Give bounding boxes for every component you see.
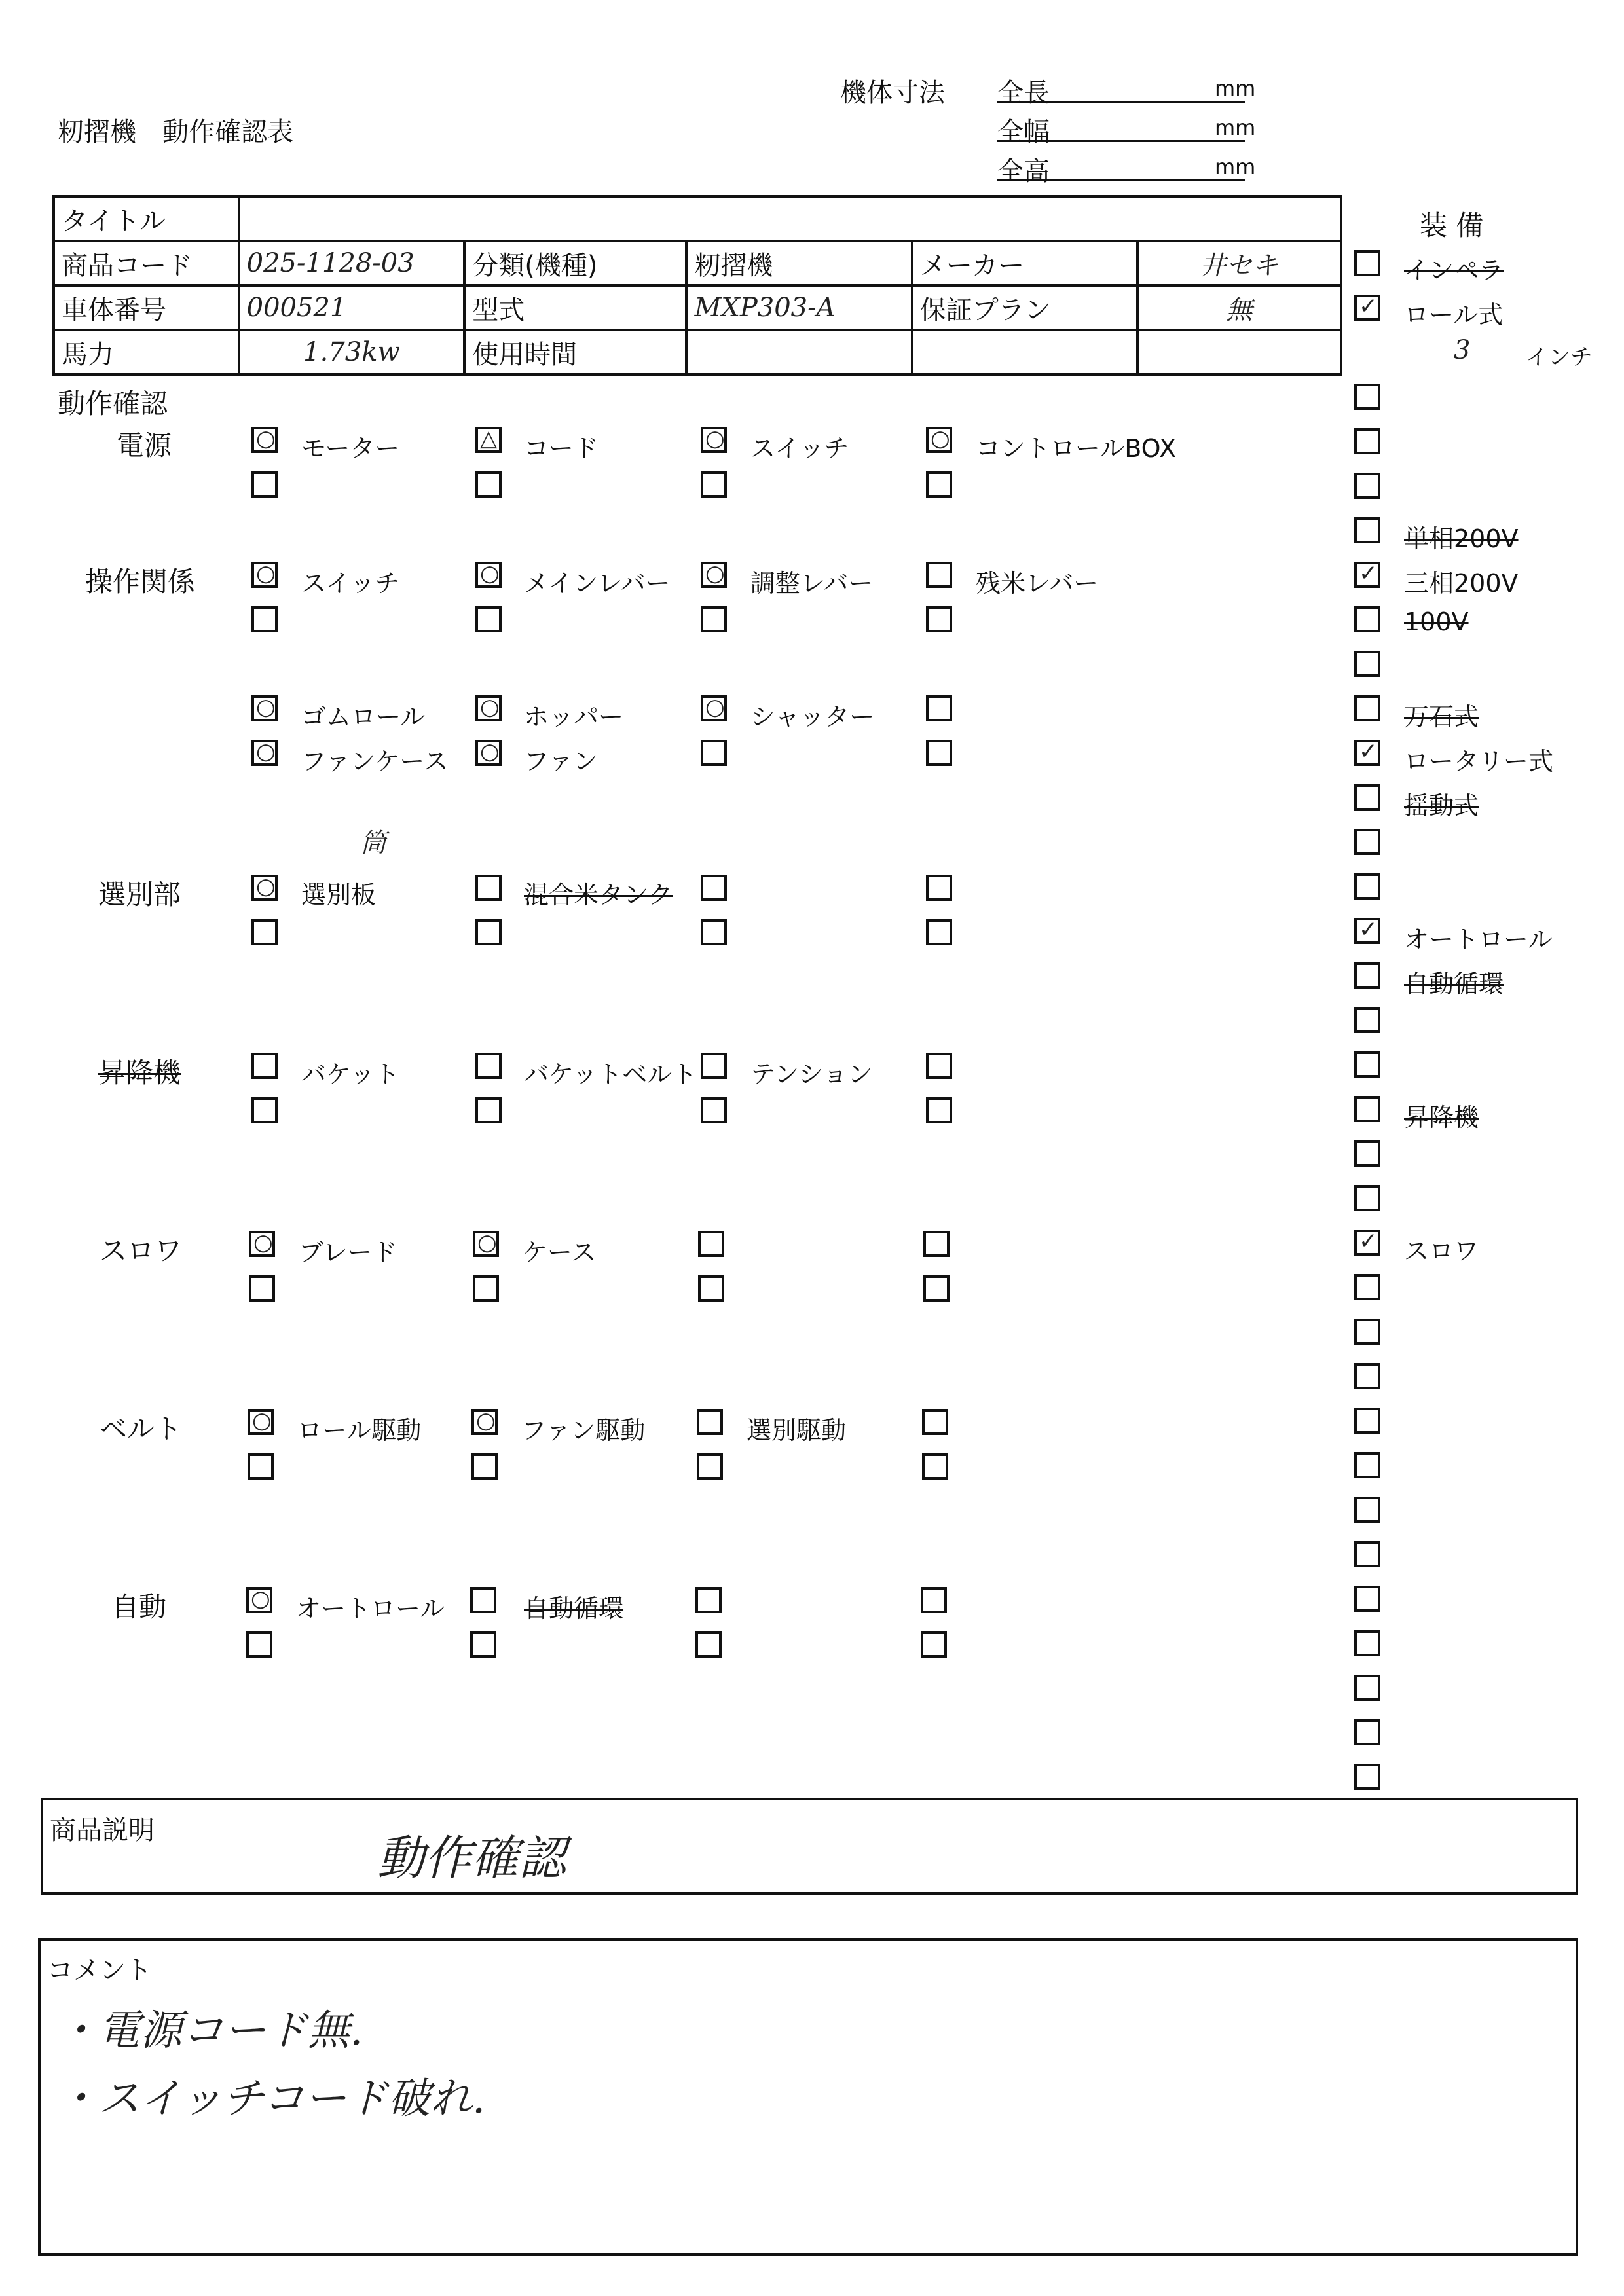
- checkbox-adjust-lever[interactable]: [701, 562, 727, 588]
- equip-inch-value: 3: [1454, 335, 1471, 365]
- equip-label-elevator: 昇降機: [1404, 1103, 1479, 1132]
- circle-mark-icon: ○: [256, 694, 276, 720]
- dim-width-label: 全幅: [997, 117, 1050, 147]
- checkbox-mixed-rice-tank[interactable]: [475, 875, 502, 901]
- info-table: [52, 195, 1342, 376]
- equip-checkbox-empty[interactable]: [1354, 1007, 1380, 1033]
- equip-checkbox-empty[interactable]: [1354, 1675, 1380, 1701]
- label-adjust-lever: 調整レバー: [750, 569, 874, 598]
- hours-value[interactable]: [686, 330, 912, 374]
- comment-label: コメント: [47, 1956, 152, 1986]
- equip-checkbox-empty[interactable]: [1354, 1541, 1380, 1567]
- description-text: 動作確認: [377, 1831, 566, 1886]
- checkbox-empty[interactable]: [922, 1453, 948, 1480]
- checkbox-empty[interactable]: [249, 1275, 275, 1302]
- checkbox-empty[interactable]: [475, 1097, 502, 1123]
- label-sorting-drive: 選別駆動: [747, 1416, 847, 1445]
- checkbox-residual-lever[interactable]: [926, 562, 952, 588]
- checkbox-sorting-drive[interactable]: [697, 1409, 723, 1435]
- checkbox-empty[interactable]: [701, 1097, 727, 1123]
- maker-value[interactable]: 井セキ: [1137, 241, 1341, 285]
- equip-checkbox-empty[interactable]: [1354, 1051, 1380, 1078]
- equip-label-mangoku: 万石式: [1404, 702, 1479, 731]
- circle-mark-icon: ○: [476, 1408, 496, 1434]
- equip-checkbox-roll-type[interactable]: [1354, 295, 1380, 321]
- equip-checkbox-thrower[interactable]: [1354, 1230, 1380, 1256]
- label-switch: スイッチ: [750, 434, 849, 463]
- equip-label-100v: 100V: [1404, 608, 1469, 636]
- equip-label-auto-circulation: 自動循環: [1404, 970, 1504, 998]
- equip-checkbox-oscillating[interactable]: [1354, 784, 1380, 811]
- equip-checkbox-impeller[interactable]: [1354, 250, 1380, 276]
- checkbox-empty[interactable]: [251, 471, 278, 498]
- checkbox-empty[interactable]: [475, 919, 502, 945]
- checkbox-empty[interactable]: [926, 471, 952, 498]
- equip-checkbox-100v[interactable]: [1354, 606, 1380, 632]
- check-mark-icon: ✓: [1359, 917, 1378, 943]
- circle-mark-icon: ○: [477, 1230, 497, 1256]
- checkbox-empty[interactable]: [926, 919, 952, 945]
- equip-checkbox-rotary[interactable]: [1354, 740, 1380, 766]
- warranty-value[interactable]: 無: [1137, 285, 1341, 330]
- dim-width-line: [997, 140, 1245, 142]
- equip-checkbox-empty[interactable]: [1354, 1452, 1380, 1478]
- checkbox-empty[interactable]: [926, 695, 952, 721]
- label-tension: テンション: [750, 1060, 873, 1089]
- model-label: 型式: [464, 285, 686, 330]
- maker-label: メーカー: [912, 241, 1137, 285]
- title-label: タイトル: [54, 196, 239, 241]
- label-case: ケース: [523, 1238, 597, 1267]
- circle-mark-icon: ○: [931, 426, 950, 452]
- equip-checkbox-empty[interactable]: [1354, 651, 1380, 677]
- dim-height-unit: mm: [1215, 155, 1256, 179]
- checkbox-empty[interactable]: [923, 1231, 950, 1257]
- dim-width-unit: mm: [1215, 115, 1256, 140]
- checkbox-empty[interactable]: [921, 1631, 947, 1658]
- label-blade: ブレード: [299, 1238, 397, 1267]
- equip-checkbox-auto-roll[interactable]: [1354, 918, 1380, 944]
- equip-checkbox-empty[interactable]: [1354, 1363, 1380, 1389]
- checkbox-auto-roll[interactable]: [246, 1587, 272, 1613]
- checkbox-empty[interactable]: [475, 471, 502, 498]
- hours-label: 使用時間: [464, 330, 686, 374]
- checkbox-empty[interactable]: [470, 1631, 496, 1658]
- check-mark-icon: ✓: [1359, 738, 1378, 765]
- circle-mark-icon: ○: [256, 560, 276, 587]
- label-auto-roll: オートロール: [296, 1594, 445, 1623]
- label-shutter: シャッター: [750, 702, 875, 731]
- description-panel[interactable]: [41, 1798, 1578, 1895]
- sorting-handwritten-note: 筒: [360, 828, 386, 858]
- checkbox-shutter[interactable]: [701, 695, 727, 721]
- equip-label-single-phase: 単相200V: [1404, 524, 1519, 553]
- checkbox-empty[interactable]: [926, 1097, 952, 1123]
- checkbox-fan-drive[interactable]: [471, 1409, 498, 1435]
- check-mark-icon: ✓: [1359, 1228, 1378, 1254]
- checkbox-ctrl-switch[interactable]: [251, 562, 278, 588]
- label-bucket: バケット: [301, 1060, 400, 1089]
- label-fan-case: ファンケース: [301, 747, 449, 776]
- checkbox-cord[interactable]: [475, 427, 502, 453]
- circle-mark-icon: ○: [256, 426, 276, 452]
- equipment-heading: 装 備: [1420, 210, 1484, 242]
- operation-heading: 動作確認: [58, 388, 168, 420]
- equip-checkbox-empty[interactable]: [1354, 1630, 1380, 1656]
- checkbox-main-lever[interactable]: [475, 562, 502, 588]
- equip-checkbox-auto-circulation[interactable]: [1354, 962, 1380, 989]
- checkbox-empty[interactable]: [695, 1587, 722, 1613]
- checkbox-empty[interactable]: [923, 1275, 950, 1302]
- checkbox-empty[interactable]: [701, 919, 727, 945]
- checkbox-sorting-plate[interactable]: [251, 875, 278, 901]
- checkbox-empty[interactable]: [701, 606, 727, 632]
- checkbox-empty[interactable]: [475, 606, 502, 632]
- checkbox-empty[interactable]: [926, 1053, 952, 1079]
- equip-checkbox-empty[interactable]: [1354, 428, 1380, 454]
- page-title: 籾摺機 動作確認表: [58, 117, 293, 147]
- circle-mark-icon: ○: [256, 873, 276, 900]
- equip-label-roll-type: ロール式: [1404, 301, 1504, 329]
- checkbox-rubber-roll[interactable]: [251, 695, 278, 721]
- elevator-section-label: 昇降機: [98, 1057, 181, 1089]
- label-residual-lever: 残米レバー: [976, 569, 1099, 598]
- equip-label-impeller: インペラ: [1404, 256, 1504, 285]
- label-auto-circulation: 自動循環: [524, 1594, 624, 1623]
- check-mark-icon: ✓: [1359, 293, 1378, 319]
- equip-label-rotary: ロータリー式: [1404, 747, 1554, 776]
- circle-mark-icon: ○: [705, 694, 725, 720]
- equip-checkbox-empty[interactable]: [1354, 829, 1380, 855]
- checkbox-fan[interactable]: [475, 740, 502, 766]
- equip-label-thrower: スロワ: [1404, 1237, 1479, 1266]
- label-roll-drive: ロール駆動: [297, 1416, 422, 1445]
- circle-mark-icon: ○: [480, 560, 500, 587]
- checkbox-bucket-belt[interactable]: [475, 1053, 502, 1079]
- checkbox-empty[interactable]: [251, 606, 278, 632]
- checkbox-case[interactable]: [473, 1231, 499, 1257]
- label-main-lever: メインレバー: [524, 569, 671, 598]
- power-section-label: 電源: [117, 429, 172, 462]
- checkbox-fan-case[interactable]: [251, 740, 278, 766]
- serial-value[interactable]: 000521: [239, 285, 465, 330]
- circle-mark-icon: ○: [252, 1408, 272, 1434]
- empty-cell-1[interactable]: [912, 330, 1137, 374]
- description-label: 商品説明: [50, 1815, 155, 1846]
- check-mark-icon: ✓: [1359, 560, 1378, 587]
- code-label: 商品コード: [54, 241, 239, 285]
- circle-mark-icon: ○: [705, 426, 725, 452]
- checkbox-blade[interactable]: [249, 1231, 275, 1257]
- checkbox-bucket[interactable]: [251, 1053, 278, 1079]
- power-label: 馬力: [54, 330, 239, 374]
- comment-line-1: ・電源コード無.: [56, 2007, 363, 2055]
- warranty-label: 保証プラン: [912, 285, 1137, 330]
- code-value[interactable]: 025-1128-03: [239, 241, 465, 285]
- checkbox-empty[interactable]: [697, 1453, 723, 1480]
- control-section-label: 操作関係: [85, 566, 196, 598]
- equip-inch-unit: インチ: [1526, 344, 1593, 371]
- label-mixed-rice-tank: 混合米タンク: [524, 881, 673, 909]
- checkbox-motor[interactable]: [251, 427, 278, 453]
- checkbox-tension[interactable]: [701, 1053, 727, 1079]
- checkbox-empty[interactable]: [926, 740, 952, 766]
- checkbox-empty[interactable]: [922, 1409, 948, 1435]
- equip-checkbox-single-phase[interactable]: [1354, 517, 1380, 543]
- checkbox-switch[interactable]: [701, 427, 727, 453]
- belt-section-label: ベルト: [100, 1413, 183, 1445]
- checkbox-empty[interactable]: [926, 606, 952, 632]
- empty-cell-2[interactable]: [1137, 330, 1341, 374]
- equip-label-oscillating: 揺動式: [1404, 792, 1479, 820]
- equip-checkbox-mangoku[interactable]: [1354, 695, 1380, 721]
- circle-mark-icon: ○: [251, 1586, 270, 1612]
- checkbox-empty[interactable]: [921, 1587, 947, 1613]
- circle-mark-icon: ○: [480, 694, 500, 720]
- circle-mark-icon: ○: [253, 1230, 273, 1256]
- equip-label-three-phase: 三相200V: [1404, 569, 1519, 598]
- power-value[interactable]: 1.73kw: [239, 330, 465, 374]
- checkbox-hopper[interactable]: [475, 695, 502, 721]
- equip-checkbox-empty[interactable]: [1354, 1185, 1380, 1211]
- label-fan-drive: ファン駆動: [521, 1416, 646, 1445]
- equip-label-auto-roll: オートロール: [1404, 925, 1553, 954]
- circle-mark-icon: ○: [256, 738, 276, 765]
- checkbox-empty[interactable]: [471, 1453, 498, 1480]
- checkbox-empty[interactable]: [695, 1631, 722, 1658]
- checkbox-roll-drive[interactable]: [248, 1409, 274, 1435]
- dim-height-label: 全高: [997, 156, 1050, 187]
- label-cord: コード: [524, 434, 599, 463]
- label-ctrl-switch: スイッチ: [301, 569, 400, 598]
- equip-checkbox-empty[interactable]: [1354, 1497, 1380, 1523]
- checkbox-empty[interactable]: [251, 919, 278, 945]
- checkbox-empty[interactable]: [246, 1631, 272, 1658]
- label-fan: ファン: [524, 747, 599, 776]
- sorting-section-label: 選別部: [98, 879, 181, 911]
- thrower-section-label: スロワ: [100, 1235, 183, 1267]
- label-bucket-belt: バケットベルト: [524, 1060, 697, 1089]
- checkbox-empty[interactable]: [473, 1275, 499, 1302]
- checkbox-empty[interactable]: [698, 1231, 724, 1257]
- equip-checkbox-empty[interactable]: [1354, 1408, 1380, 1434]
- checkbox-empty[interactable]: [701, 740, 727, 766]
- model-value[interactable]: MXP303-A: [686, 285, 912, 330]
- serial-label: 車体番号: [54, 285, 239, 330]
- check-mark-icon: △: [480, 426, 498, 452]
- checkbox-empty[interactable]: [698, 1275, 724, 1302]
- dim-length-label: 全長: [997, 78, 1050, 108]
- label-hopper: ホッパー: [524, 702, 624, 731]
- equip-checkbox-three-phase[interactable]: [1354, 562, 1380, 588]
- equip-checkbox-empty[interactable]: [1354, 1319, 1380, 1345]
- checkbox-empty[interactable]: [251, 1097, 278, 1123]
- checkbox-empty[interactable]: [701, 471, 727, 498]
- label-control-box: コントロールBOX: [976, 434, 1177, 463]
- equip-checkbox-empty[interactable]: [1354, 1586, 1380, 1612]
- equip-checkbox-elevator[interactable]: [1354, 1096, 1380, 1122]
- dim-height-line: [997, 179, 1245, 181]
- equip-checkbox-empty[interactable]: [1354, 384, 1380, 410]
- equip-checkbox-empty[interactable]: [1354, 1764, 1380, 1790]
- checkbox-auto-circulation[interactable]: [470, 1587, 496, 1613]
- dim-length-unit: mm: [1215, 76, 1256, 101]
- dim-length-line: [997, 101, 1245, 103]
- checkbox-empty[interactable]: [248, 1453, 274, 1480]
- equip-checkbox-empty[interactable]: [1354, 1274, 1380, 1300]
- label-motor: モーター: [301, 434, 400, 463]
- category-label: 分類(機種): [464, 241, 686, 285]
- equip-checkbox-empty[interactable]: [1354, 473, 1380, 499]
- checkbox-empty[interactable]: [701, 875, 727, 901]
- auto-section-label: 自動: [111, 1591, 167, 1623]
- comment-panel[interactable]: [38, 1938, 1578, 2256]
- checkbox-empty[interactable]: [926, 875, 952, 901]
- category-value[interactable]: 籾摺機: [686, 241, 912, 285]
- equip-checkbox-empty[interactable]: [1354, 873, 1380, 900]
- label-rubber-roll: ゴムロール: [301, 702, 426, 731]
- circle-mark-icon: ○: [705, 560, 725, 587]
- equip-checkbox-empty[interactable]: [1354, 1140, 1380, 1167]
- title-value[interactable]: [239, 196, 1341, 241]
- equip-checkbox-empty[interactable]: [1354, 1719, 1380, 1745]
- dimensions-label: 機体寸法: [840, 78, 945, 108]
- comment-line-2: ・スイッチコード破れ.: [56, 2075, 486, 2123]
- label-sorting-plate: 選別板: [301, 881, 377, 909]
- checkbox-control-box[interactable]: [926, 427, 952, 453]
- circle-mark-icon: ○: [480, 738, 500, 765]
